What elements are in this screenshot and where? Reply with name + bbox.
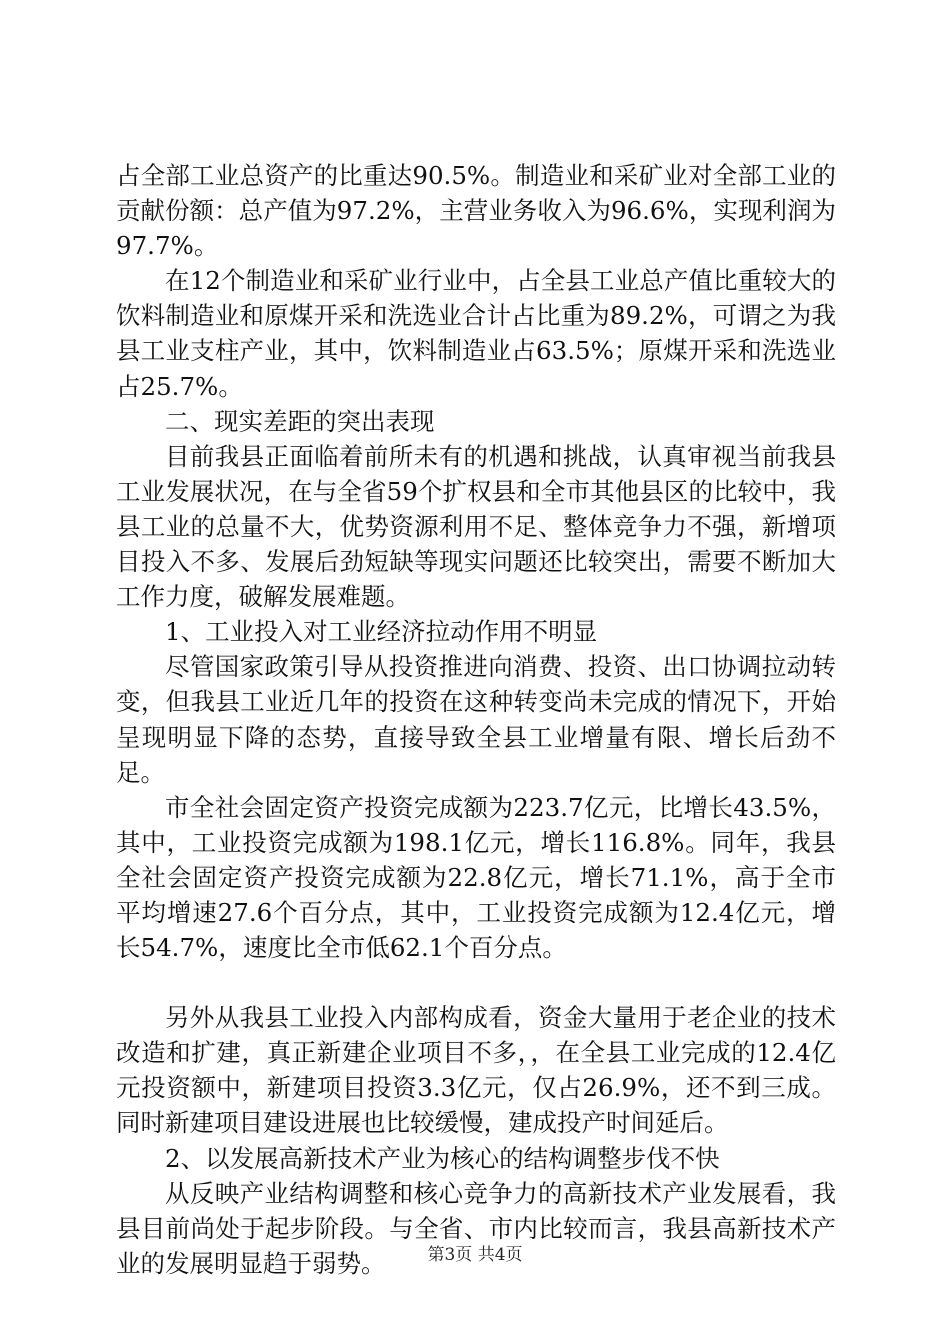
section-heading-gaps: 二、现实差距的突出表现	[165, 406, 435, 436]
paragraph-investment-figures: 市全社会固定资产投资完成额为223.7亿元，比增长43.5%，其中，工业投资完成额为198.1亿元，增长116.8%。同年，我县全社会固定资产投资完成额为22.8亿元，增长71.1%，高于全市平均增速27.6个百分点，其中，工业投资完成额为12.4亿元，增长54.7%，速度比全市低62.1个百分点。	[116, 792, 836, 963]
paragraph-investment-structure: 另外从我县工业投入内部构成看，资金大量用于老企业的技术改造和扩建，真正新建企业项目不多，，在全县工业完成的12.4亿元投资额中，新建项目投资3.3亿元，仅占26.9%，还不到三成。同时新建项目建设进展也比较缓慢，建成投产时间延后。	[116, 1003, 836, 1138]
page-footer: 第3页 共4页	[427, 1245, 523, 1265]
subheading-high-tech: 2、以发展高新技术产业为核心的结构调整步伐不快	[165, 1143, 720, 1173]
subheading-investment: 1、工业投入对工业经济拉动作用不明显	[165, 617, 598, 647]
paragraph-pillar-industries: 在12个制造业和采矿业行业中，占全县工业总产值比重较大的饮料制造业和原煤开采和洗选业合计占比重为89.2%，可谓之为我县工业支柱产业，其中，饮料制造业占63.5%；原煤开采和洗选业占25.7%。	[116, 266, 836, 401]
document-body	[116, 158, 836, 1281]
paragraph-investment-trend: 尽管国家政策引导从投资推进向消费、投资、出口协调拉动转变，但我县工业近几年的投资在这种转变尚未完成的情况下，开始呈现明显下降的态势，直接导致全县工业增量有限、增长后劲不足。	[116, 652, 836, 787]
paragraph-challenges: 目前我县正面临着前所未有的机遇和挑战，认真审视当前我县工业发展状况，在与全省59个扩权县和全市其他县区的比较中，我县工业的总量不大，优势资源利用不足、整体竞争力不强，新增项目投入不多、发展后劲短缺等现实问题还比较突出，需要不断加大工作力度，破解发展难题。	[116, 441, 836, 612]
paragraph-continuation: 占全部工业总资产的比重达90.5%。制造业和采矿业对全部工业的贡献份额：总产值为97.2%，主营业务收入为96.6%，实现利润为97.7%。	[116, 161, 836, 261]
paragraph-high-tech: 从反映产业结构调整和核心竞争力的高新技术产业发展看，我县目前尚处于起步阶段。与全省、市内比较而言，我县高新技术产业的发展明显趋于弱势。	[116, 1178, 836, 1278]
